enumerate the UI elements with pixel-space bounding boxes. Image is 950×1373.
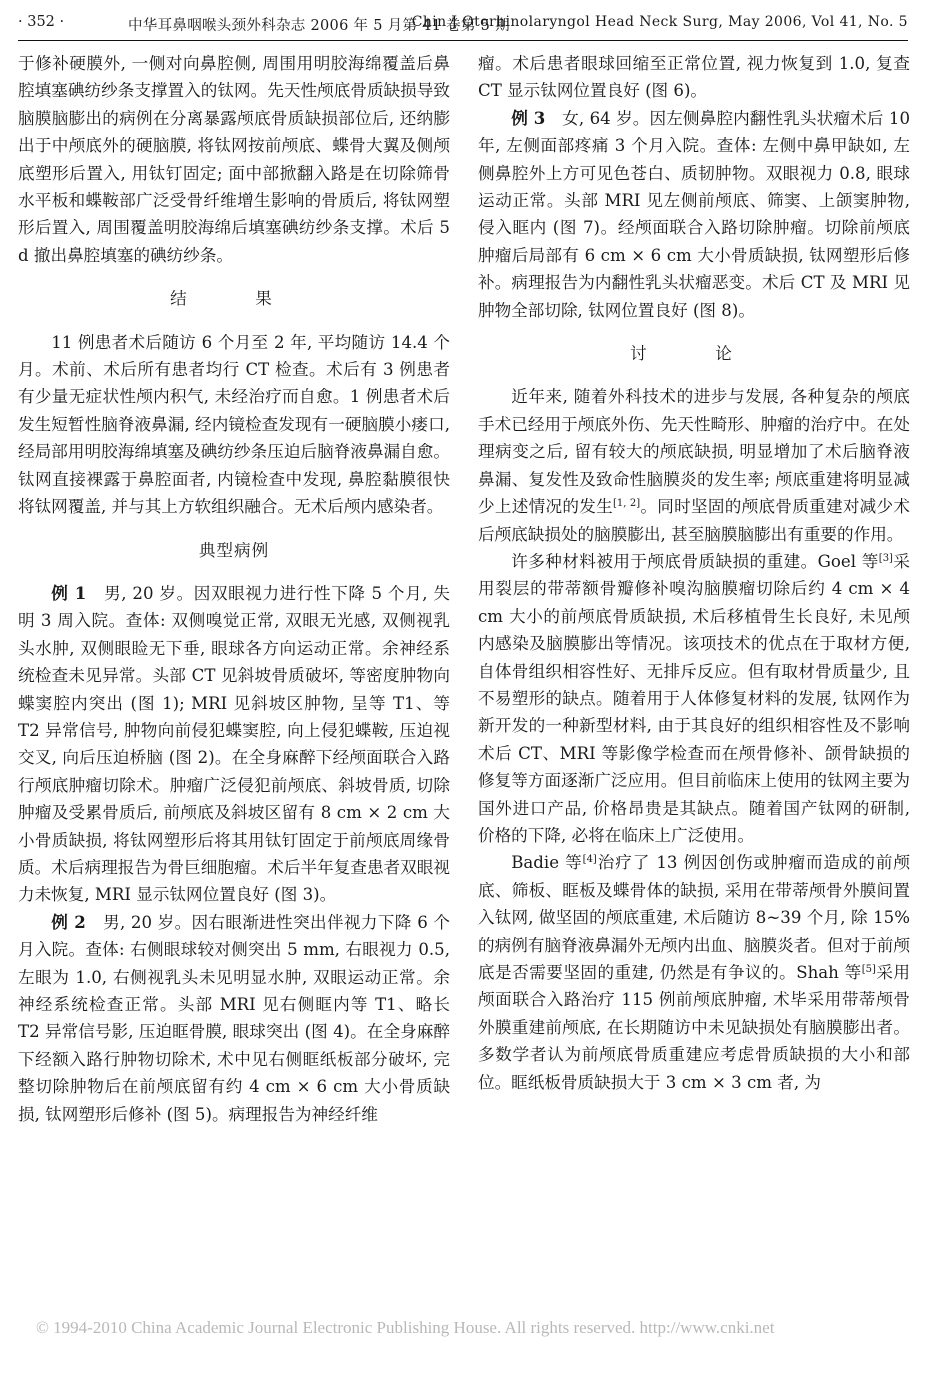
section-heading-results: 结 果 (170, 289, 298, 309)
running-header (18, 10, 908, 41)
journal-title-en: Chin J Otorhinolaryngol Head Neck Surg, May 2006, Vol 41, No. 5 (411, 14, 908, 30)
citation-ref: [5] (861, 964, 876, 975)
case-1-text: 男, 20 岁。因双眼视力进行性下降 5 个月, 失明 3 周入院。查体: 双侧嗅觉正常, 双眼无光感, 双侧视乳头水肿, 双侧眼睑无下垂, 眼球各方向运动正常。余神经系统检查未见异常。头部 CT 见斜坡骨质破坏, 等密度肿物向蝶窦腔内突出 (图 1); MRI 见斜坡区肿物, 呈等 T1、等 T2 异常信号, 肿物向前侵犯蝶窦腔, 向上侵犯蝶鞍, 压迫视交叉, 向后压迫桥脑 (图 2)。在全身麻醉下经颅面联合入路行颅底肿瘤切除术。肿瘤广泛侵犯前颅底、斜坡骨质, 切除肿瘤及受累骨质后, 前颅底及斜坡区留有 8 cm × 2 cm 大小骨质缺损, 将钛网塑形后将其用钛钉固定于前颅底周缘骨质。术后病理报告为骨巨细胞瘤。术后半年复查患者双眼视力未恢复, MRI 显示钛网位置良好 (图 3)。 (18, 583, 450, 905)
section-heading-discussion: 讨 论 (630, 344, 758, 364)
section-heading-typical-cases: 典型病例 (198, 540, 270, 560)
case-2-continued-paragraph: 瘤。术后患者眼球回缩至正常位置, 视力恢复到 1.0, 复查 CT 显示钛网位置良好 (图 6)。 (478, 54, 910, 101)
case-1-label: 例 1 (51, 582, 87, 603)
citation-ref: [4] (582, 854, 597, 866)
citation-ref: [3] (878, 552, 893, 564)
methods-continued-paragraph: 于修补硬膜外, 一侧对向鼻腔侧, 周围用明胶海绵覆盖后鼻腔填塞碘纺纱条支撑置入的钛网。先天性颅底骨质缺损导致脑膜脑膨出的病例在分离暴露颅底骨质缺损部位后, 还纳膨出于中颅底外的硬脑膜, 将钛网按前颅底、蝶骨大翼及侧颅底塑形后置入, 用钛钉固定; 面中部掀翻入路是在切除筛骨水平板和蝶鞍部广泛受骨纤维增生影响的骨质后, 将钛网塑形后置入, 周围覆盖明胶海绵后填塞碘纺纱条支撑。术后 5 d 撤出鼻腔填塞的碘纺纱条。 (18, 54, 450, 265)
right-column (478, 50, 910, 1096)
journal-title-cn: 中华耳鼻咽喉头颈外科杂志 2006 年 5 月第 41 卷第 5 期 (128, 18, 510, 34)
citation-ref: [1, 2] (612, 498, 641, 510)
case-2-paragraph (18, 909, 450, 1128)
case-3-text: 女, 64 岁。因左侧鼻腔内翻性乳头状瘤术后 10 年, 左侧面部疼痛 3 个月入院。查体: 左侧中鼻甲缺如, 左侧鼻腔外上方可见色苍白、质韧肿物。双眼视力 0.8, 眼球运动正常。头部 MRI 见左侧前颅底、筛窦、上颌窦肿物, 侵入眶内 (图 7)。经颅面联合入路切除肿瘤。切除前颅底肿瘤后局部有 6 cm × 6 cm 大小骨质缺损, 钛网塑形后修补。病理报告为内翻性乳头状瘤恶变。术后 CT 及 MRI 见肿物全部切除, 钛网位置良好 (图 8)。 (478, 108, 911, 320)
case-2-text: 男, 20 岁。因右眼渐进性突出伴视力下降 6 个月入院。查体: 右侧眼球较对侧突出 5 mm, 右眼视力 0.5, 左眼为 1.0, 右侧视乳头未见明显水肿, 双眼运动正常。余神经系统检查正常。头部 MRI 见右侧眶内等 T1、略长 T2 异常信号影, 压迫眶骨膜, 眼球突出 (图 4)。在全身麻醉下经额入路行肿物切除术, 术中见右侧眶纸板部分破坏, 完整切除肿物后在前颅底留有约 4 cm × 6 cm 大小骨质缺损, 钛网塑形后修补 (图 5)。病理报告为神经纤维 (18, 912, 451, 1124)
case-2-label: 例 2 (51, 911, 86, 932)
case-3-label: 例 3 (511, 107, 546, 128)
discussion-paragraph-3: Badie 等[4]治疗了 13 例因创伤或肿瘤而造成的前颅底、筛板、眶板及蝶骨体的缺损, 采用在带蒂颅骨外膜间置入钛网, 做坚固的颅底重建, 术后随访 8~39 个月, 除 15% 的病例有脑脊液鼻漏外无颅内出血、脑膜炎者。但对于前颅底是否需要坚固的重建, 仍然是有争议的。Shah 等[5]采用颅面联合入路治疗 115 例前颅底肿瘤, 术毕采用带蒂颅骨外膜重建前颅底, 在长期随访中未见缺损处有脑膜膨出者。多数学者认为前颅底骨质重建应考虑骨质缺损的大小和部位。眶纸板骨质缺损大于 3 cm × 3 cm 者, 为 (478, 853, 910, 1092)
page-number: · 352 · (18, 14, 65, 30)
case-1-paragraph (18, 580, 450, 909)
discussion-paragraph-1: 近年来, 随着外科技术的进步与发展, 各种复杂的颅底手术已经用于颅底外伤、先天性畸形、肿瘤的治疗中。在处理病变之后, 留有较大的颅底缺损, 明显增加了术后脑脊液鼻漏、复发性及致命性脑膜炎的发生率; 颅底重建将明显减少上述情况的发生[1, 2]。同时坚固的颅底骨质重建对减少术后颅底缺损处的脑膜膨出, 甚至脑膜脑膨出有重要的作用。 (478, 387, 911, 544)
copyright-watermark: © 1994-2010 China Academic Journal Electronic Publishing House. All rights reserved. http://www.cnki.net (36, 1318, 775, 1337)
discussion-paragraph-2: 许多种材料被用于颅底骨质缺损的重建。Goel 等[3]采用裂层的带蒂额骨瓣修补嗅沟脑膜瘤切除后约 4 cm × 4 cm 大小的前颅底骨质缺损, 术后移植骨生长良好, 未见颅内感染及脑膜膨出等情况。该项技术的优点在于取材方便, 自体骨组织相容性好、无排斥反应。但有取材骨质量少, 且不易塑形的缺点。随着用于人体修复材料的发展, 钛网作为新开发的一种新型材料, 由于其良好的组织相容性及不影响术后 CT、MRI 等影像学检查而在颅骨修补、颌骨缺损的修复等方面逐渐广泛应用。但目前临床上使用的钛网主要为国外进口产品, 价格昂贵是其缺点。随着国产钛网的研制, 价格的下降, 必将在临床上广泛使用。 (478, 551, 910, 845)
left-column (18, 50, 450, 1128)
case-3-paragraph (478, 105, 910, 324)
results-paragraph: 11 例患者术后随访 6 个月至 2 年, 平均随访 14.4 个月。术前、术后所有患者均行 CT 检查。术后有 3 例患者有少量无症状性颅内积气, 未经治疗而自愈。1 例患者术后发生短暂性脑脊液鼻漏, 经内镜检查发现有一硬脑膜小瘘口, 经局部用明胶海绵填塞及碘纺纱条压迫后脑脊液鼻漏自愈。钛网直接裸露于鼻腔面者, 内镜检查中发现, 鼻腔黏膜很快将钛网覆盖, 并与其上方软组织融合。无术后颅内感染者。 (18, 332, 450, 517)
